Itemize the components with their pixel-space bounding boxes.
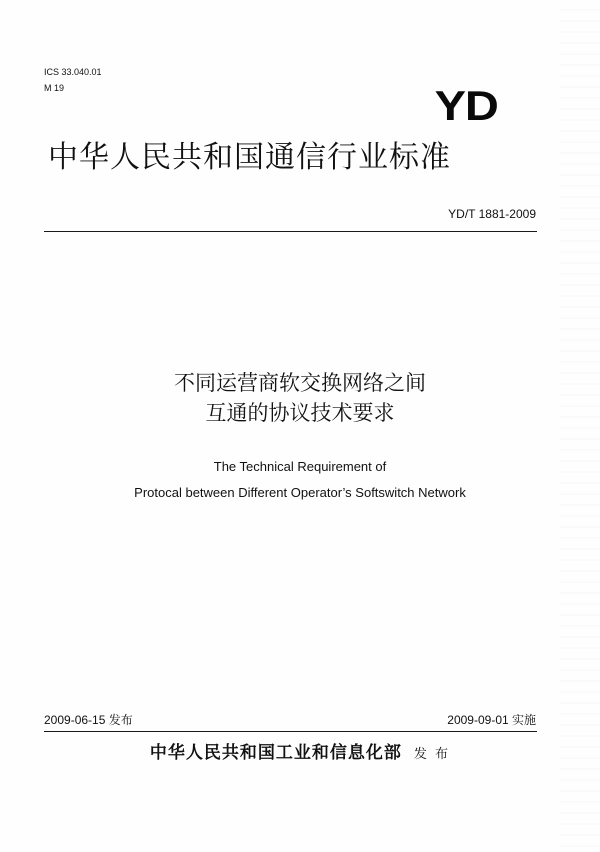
footer-divider (44, 731, 537, 732)
yd-logo (434, 82, 498, 129)
ccs-code: M 19 (44, 83, 65, 93)
standard-type-title: 中华人民共和国通信行业标准 (48, 140, 451, 175)
chinese-title-line-1: 不同运营商软交换网络之间 (174, 371, 426, 395)
issue-label: 发 布 (413, 747, 451, 762)
yd-logo-text: YD (434, 82, 498, 129)
header-divider (44, 231, 537, 232)
ics-code: ICS 33.040.01 (44, 67, 102, 77)
english-title-line-2: Protocal between Different Operator’s Softswitch Network (134, 485, 466, 500)
issuer-line (0, 742, 600, 766)
english-title (0, 454, 600, 506)
issuer-org: 中华人民共和国工业和信息化部 (149, 743, 402, 763)
implement-date: 2009-09-01 实施 (447, 713, 536, 727)
release-date: 2009-06-15 发布 (44, 713, 133, 727)
standard-code: YD/T 1881-2009 (448, 207, 536, 221)
english-title-line-1: The Technical Requirement of (213, 459, 387, 474)
chinese-title (0, 368, 600, 428)
chinese-title-line-2: 互通的协议技术要求 (205, 401, 395, 425)
